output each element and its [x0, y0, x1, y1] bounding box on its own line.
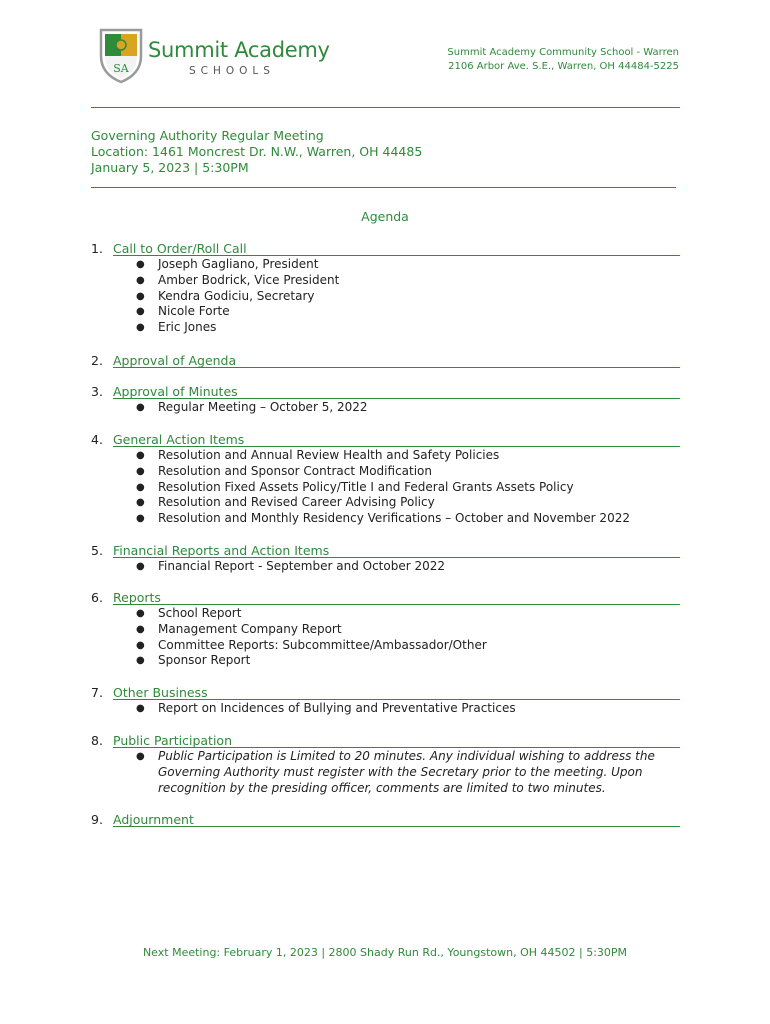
- item-text: School Report: [158, 606, 242, 620]
- agenda-section: [91, 590, 680, 669]
- next-meeting-footer: Next Meeting: February 1, 2023 | 2800 Shady Run Rd., Youngstown, OH 44502 | 5:30PM: [142, 946, 628, 959]
- list-item: [91, 749, 680, 796]
- item-text: Resolution and Monthly Residency Verifications – October and November 2022: [158, 511, 630, 526]
- address-line-1: Summit Academy Community School - Warren: [447, 47, 679, 58]
- item-text: Financial Report - September and October 2022: [158, 559, 446, 573]
- school-logo: [97, 26, 145, 88]
- list-item: [91, 511, 680, 527]
- bullet-icon: ●: [136, 608, 145, 619]
- bullet-icon: ●: [136, 259, 145, 270]
- section-title: Reports: [113, 590, 680, 605]
- brand-subtitle: SCHOOLS: [189, 65, 275, 77]
- list-item: [91, 701, 680, 717]
- bullet-icon: ●: [136, 623, 145, 635]
- address-line-2: 2106 Arbor Ave. S.E., Warren, OH 44484-5225: [448, 61, 679, 72]
- item-text: Committee Reports: Subcommittee/Ambassador/Other: [158, 637, 487, 652]
- list-item: [91, 464, 680, 480]
- item-text: Resolution and Annual Review Health and Safety Policies: [158, 448, 500, 462]
- list-item: [91, 400, 680, 416]
- item-text: Eric Jones: [158, 320, 217, 335]
- section-heading: [91, 384, 680, 400]
- section-title: Public Participation: [113, 733, 680, 748]
- item-text: Resolution and Revised Career Advising Policy: [158, 495, 435, 510]
- item-text: Sponsor Report: [158, 653, 251, 668]
- bullet-icon: ●: [136, 306, 145, 318]
- section-title: Approval of Minutes: [113, 384, 680, 399]
- item-text: Kendra Godiciu, Secretary: [158, 288, 315, 303]
- bullet-icon: ●: [136, 513, 145, 525]
- section-number: 4.: [91, 432, 103, 447]
- shield-crest-icon: [97, 26, 145, 84]
- section-items: [91, 749, 680, 796]
- section-title: Other Business: [113, 685, 680, 700]
- brand-name: Summit Academy: [148, 38, 330, 62]
- item-text: Public Participation is Limited to 20 minutes. Any individual wishing to address the Governing Authority must register with the Secretary prior to the meeting. Upon recognition by the presiding officer, comments are limited to two minutes.: [158, 749, 655, 795]
- list-item: [91, 273, 680, 289]
- bullet-icon: ●: [136, 703, 145, 714]
- section-items: [91, 701, 680, 717]
- section-heading: [91, 590, 680, 606]
- section-items: [91, 400, 680, 416]
- section-heading: [91, 543, 680, 559]
- item-text: Joseph Gagliano, President: [158, 257, 319, 271]
- meeting-location: Location: 1461 Moncrest Dr. N.W., Warren, OH 44485: [91, 144, 423, 159]
- section-number: 8.: [91, 733, 103, 748]
- section-title: General Action Items: [113, 432, 680, 447]
- agenda-section: [91, 685, 680, 717]
- list-item: [91, 638, 680, 654]
- agenda-section: [91, 241, 680, 336]
- bullet-icon: ●: [136, 465, 145, 477]
- section-heading: [91, 812, 680, 828]
- list-item: [91, 622, 680, 638]
- section-number: 5.: [91, 543, 103, 558]
- bullet-icon: ●: [136, 322, 145, 334]
- meeting-title: Governing Authority Regular Meeting: [91, 128, 324, 143]
- section-title: Financial Reports and Action Items: [113, 543, 680, 558]
- list-item: [91, 448, 680, 464]
- agenda-heading: Agenda: [361, 209, 409, 224]
- list-item: [91, 653, 680, 669]
- section-heading: [91, 432, 680, 448]
- section-number: 7.: [91, 685, 103, 700]
- item-text: Regular Meeting – October 5, 2022: [158, 400, 368, 414]
- list-item: [91, 289, 680, 305]
- section-items: [91, 606, 680, 669]
- section-heading: [91, 353, 680, 369]
- bullet-icon: ●: [136, 481, 145, 493]
- list-item: [91, 320, 680, 336]
- bullet-icon: ●: [136, 450, 145, 461]
- section-items: [91, 257, 680, 336]
- list-item: [91, 480, 680, 496]
- header-divider: [91, 107, 680, 108]
- section-number: 6.: [91, 590, 103, 605]
- list-item: [91, 257, 680, 273]
- list-item: [91, 304, 680, 320]
- section-items: [91, 448, 680, 527]
- list-item: [91, 495, 680, 511]
- bullet-icon: ●: [136, 639, 145, 651]
- section-title: Adjournment: [113, 812, 680, 827]
- item-text: Resolution Fixed Assets Policy/Title I and Federal Grants Assets Policy: [158, 479, 574, 494]
- agenda-section: [91, 432, 680, 527]
- item-text: Resolution and Sponsor Contract Modification: [158, 463, 433, 478]
- section-title: Call to Order/Roll Call: [113, 241, 680, 256]
- agenda-section: [91, 384, 680, 416]
- agenda-section: [91, 733, 680, 796]
- bullet-icon: ●: [136, 751, 145, 762]
- section-items: [91, 559, 680, 575]
- school-address: [447, 46, 679, 74]
- section-number: 1.: [91, 241, 103, 256]
- bullet-icon: ●: [136, 655, 145, 667]
- agenda-section: [91, 812, 680, 828]
- item-text: Management Company Report: [158, 621, 342, 636]
- list-item: [91, 559, 680, 575]
- bullet-icon: ●: [136, 274, 145, 286]
- agenda-section: [91, 543, 680, 575]
- item-text: Report on Incidences of Bullying and Preventative Practices: [158, 701, 516, 715]
- section-title: Approval of Agenda: [113, 353, 680, 368]
- svg-text:SA: SA: [113, 62, 129, 75]
- meeting-datetime: January 5, 2023 | 5:30PM: [91, 160, 249, 175]
- list-item: [91, 606, 680, 622]
- item-text: Amber Bodrick, Vice President: [158, 272, 340, 287]
- bullet-icon: ●: [136, 497, 145, 509]
- section-heading: [91, 241, 680, 257]
- meeting-divider: [91, 187, 676, 188]
- bullet-icon: ●: [136, 561, 145, 572]
- bullet-icon: ●: [136, 402, 145, 413]
- section-heading: [91, 733, 680, 749]
- agenda-section: [91, 353, 680, 369]
- section-heading: [91, 685, 680, 701]
- item-text: Nicole Forte: [158, 304, 230, 319]
- section-number: 3.: [91, 384, 103, 399]
- bullet-icon: ●: [136, 290, 145, 302]
- section-number: 9.: [91, 812, 103, 827]
- section-number: 2.: [91, 353, 103, 368]
